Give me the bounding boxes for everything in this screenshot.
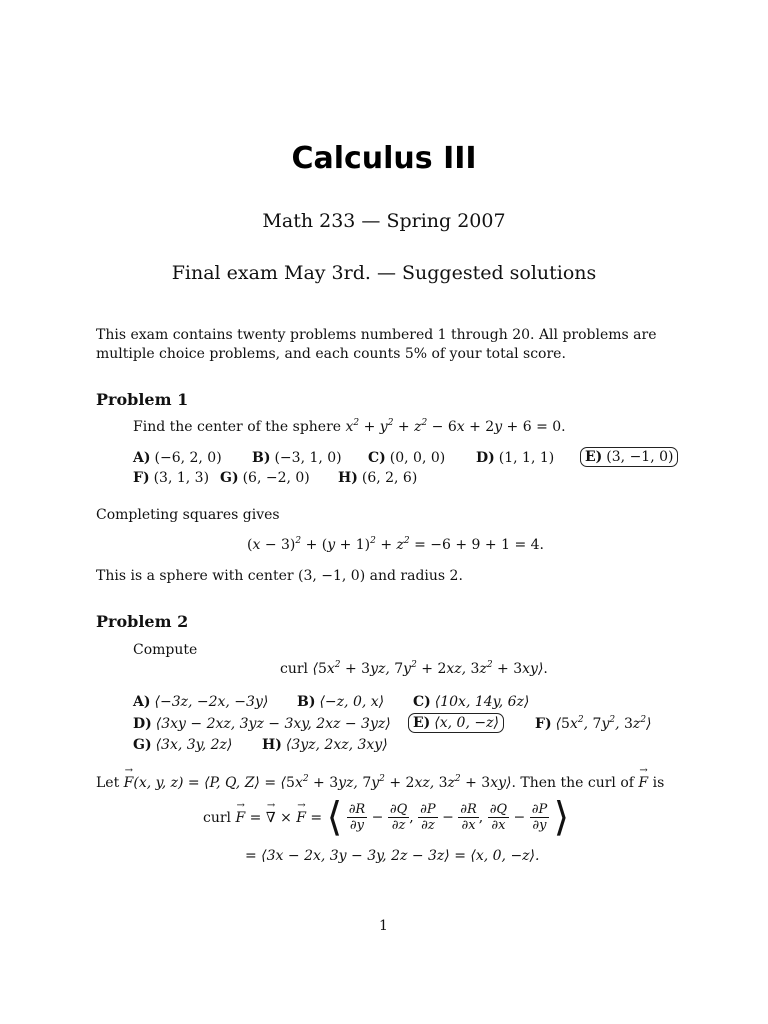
choice-h: H) (6, 2, 6)	[338, 470, 418, 486]
choice-f: F) (3, 1, 3)	[133, 470, 210, 486]
choice-c: C) ⟨10x, 14y, 6z⟩	[413, 694, 530, 710]
choice-h: H) ⟨3yz, 2xz, 3xy⟩	[262, 737, 388, 753]
choice-e-correct: E) (3, −1, 0)	[580, 449, 678, 465]
document-title: Calculus III	[291, 141, 477, 176]
page-number: 1	[379, 918, 388, 934]
choice-e-correct: E) ⟨x, 0, −z⟩	[408, 715, 504, 731]
choice-g: G) ⟨3x, 3y, 2z⟩	[133, 737, 233, 753]
choice-a: A) (−6, 2, 0)	[133, 450, 222, 466]
choice-d: D) ⟨3xy − 2xz, 3yz − 3xy, 2xz − 3yz⟩	[133, 716, 391, 732]
choice-a: A) ⟨−3z, −2x, −3y⟩	[133, 694, 269, 710]
solution-1-conclusion: This is a sphere with center (3, −1, 0) and radius 2.	[96, 568, 463, 584]
choice-b: B) (−3, 1, 0)	[252, 450, 342, 466]
intro-paragraph: This exam contains twenty problems numbered 1 through 20. All problems are multiple choice problems, and each counts 5% of your total score.	[96, 327, 657, 362]
question-text: Find the center of the sphere	[133, 419, 342, 435]
choice-d: D) (1, 1, 1)	[476, 450, 555, 466]
completed-square-equation: $(x - 3)^2 + (y + 1)^2 + z^2 = -6 + 9 + 1 = 4$.	[247, 536, 544, 553]
solution-2-setup: Let → F(x, y, z) = ⟨P, Q, Z⟩ = $⟨5x^2 + 3yz$, $7y^2 + 2xz$, $3z^2$ + 3xy⟩. Then the curl of → F is	[96, 775, 664, 791]
problem-2-heading: Problem 2	[96, 612, 189, 631]
curl-expression: curl $⟨5x^2 + 3yz$, $7y^2 + 2xz$, $3z^2$ + 3xy⟩.	[280, 660, 548, 677]
problem-2-compute: Compute	[133, 642, 198, 658]
sphere-equation: $x^2 + y^2 + z^2 - 6x + 2y + 6 = 0$.	[345, 418, 566, 435]
curl-formula: curl → F = → ∇ × → F = ⟨ $\frac{\partial R}{\partial y}$ − $\frac{\partial Q}{\partial z}$ , $\frac{\partial P}{\partial z}$ − $\frac{\partial R}{\partial x}$ , $\frac{\partial Q}{\partial x}$ − $\frac{\partial P}{\partial y}$ ⟩	[203, 802, 569, 833]
solution-1-intro: Completing squares gives	[96, 507, 280, 523]
course-subtitle: Math 233 — Spring 2007	[262, 210, 506, 232]
choice-f: F) $⟨5x^2$, $7y^2$, $3z^2⟩$	[535, 715, 652, 732]
exam-subtitle: Final exam May 3rd. — Suggested solutions	[171, 262, 597, 284]
choice-c: C) (0, 0, 0)	[368, 450, 446, 466]
choice-b: B) ⟨−z, 0, x⟩	[297, 694, 385, 710]
problem-1-heading: Problem 1	[96, 390, 189, 409]
choice-g: G) (6, −2, 0)	[220, 470, 310, 486]
problem-1-question	[133, 419, 566, 435]
curl-result: = ⟨3x − 2x, 3y − 3y, 2z − 3z⟩ = ⟨x, 0, −z⟩.	[245, 848, 540, 864]
